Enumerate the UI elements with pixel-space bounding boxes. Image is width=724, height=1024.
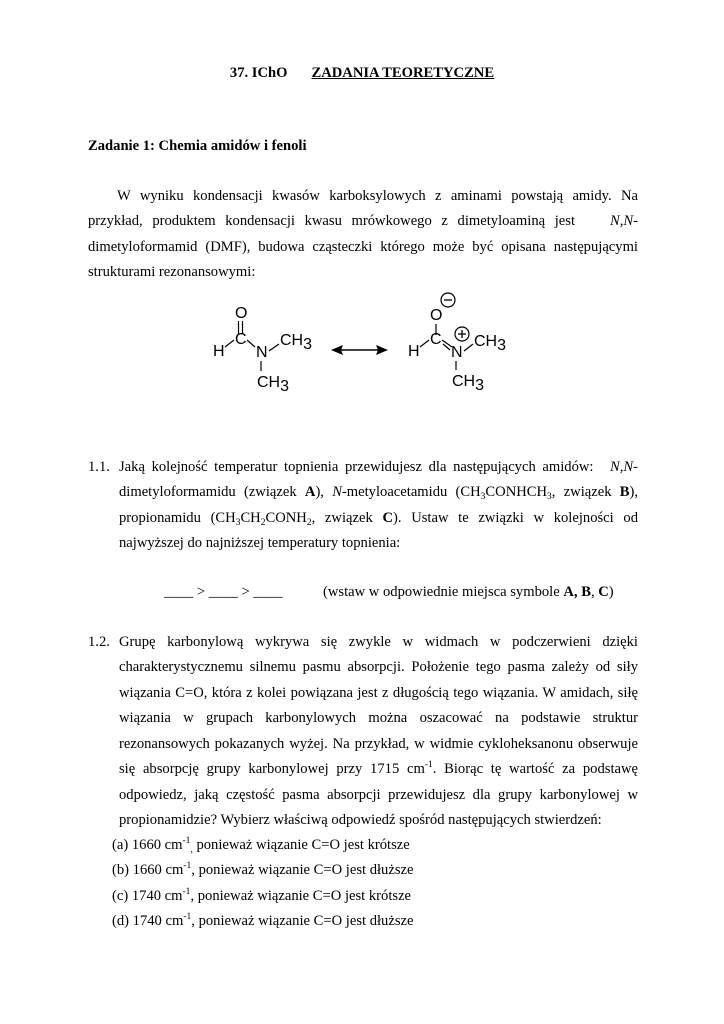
- italic-n: N: [623, 213, 634, 229]
- atom-N: N: [256, 344, 268, 361]
- q1-2-line-2: charakterystycznemu silnemu pasmu absorpcji. Położenie tego pasma zależy od siły: [119, 659, 638, 675]
- group-CH3-down: CH3: [452, 373, 485, 394]
- intro-line-4: strukturami rezonansowymi:: [88, 264, 256, 280]
- intro-line-2-text: przykład, produktem kondensacji kwasu mrówkowego z dimetyloaminą jest: [88, 213, 576, 229]
- question-number: 1.2.: [88, 634, 110, 650]
- comma: ,: [619, 213, 624, 229]
- atom-O: O: [430, 307, 443, 324]
- structure-zwitterion: [408, 293, 506, 394]
- atom-H: H: [408, 343, 420, 360]
- question-number: 1.1.: [88, 459, 110, 475]
- q1-2-line-6: się absorpcję grupy karbonylowej przy 1715 $cm^{-1}$. Biorąc tę wartość za podstawę: [119, 760, 638, 777]
- group-CH3-right: CH3: [474, 333, 507, 354]
- q1-2-line-7: odpowiedz, jaką częstość pasma absorpcji przewidujesz dla grupy karbonylowej w: [119, 787, 638, 803]
- hyphen: -: [633, 213, 638, 229]
- structure-neutral: [213, 305, 312, 395]
- atom-C: C: [235, 331, 247, 348]
- answer-blanks[interactable]: ____ > ____ > ____: [164, 584, 283, 600]
- q1-1-line-3: propionamidu ($CH_3CH_2CONH_2$, związek C). Ustaw te związki w kolejności od: [119, 510, 638, 528]
- q1-2-line-4: wiązania w grupach karbonylowych można oszacować na podstawie struktur: [119, 710, 638, 726]
- option-a[interactable]: (a) 1660 $cm^{-1}_,$ ponieważ wiązanie C=O jest krótsze: [112, 836, 410, 855]
- task-title: Zadanie 1: Chemia amidów i fenoli: [88, 138, 307, 154]
- q1-1-line-1: [119, 458, 638, 476]
- intro-line-2: [88, 212, 638, 230]
- italic-n: N: [610, 459, 620, 475]
- page-header: [0, 64, 724, 82]
- group-CH3-right: CH3: [280, 332, 313, 353]
- q1-1-text: Jaką kolejność temperatur topnienia przewidujesz dla następujących amidów:: [119, 459, 594, 475]
- page-title: ZADANIA TEORETYCZNE: [311, 65, 495, 81]
- atom-C: C: [430, 331, 442, 348]
- q1-1-line-4: najwyższej do najniższej temperatury topnienia:: [119, 535, 401, 551]
- nn-prefix: [610, 458, 638, 476]
- event-label: 37. IChO: [229, 65, 288, 81]
- q1-2-line-5: rezonansowych pokazanych wyżej. Na przykład, w widmie cykloheksanonu obserwuje: [119, 736, 638, 752]
- nn-prefix: [610, 212, 638, 230]
- q1-1-line-2: dimetyloformamidu (związek A), N-metyloacetamidu ($CH_3CONHCH_3$, związek B),: [119, 484, 638, 502]
- option-c[interactable]: (c) 1740 $cm^{-1}$, ponieważ wiązanie C=O jest krótsze: [112, 887, 412, 904]
- hyphen: -: [633, 459, 638, 475]
- intro-line-1: W wyniku kondensacji kwasów karboksylowych z aminami powstają amidy. Na: [117, 188, 638, 204]
- italic-n: N: [610, 213, 620, 229]
- answer-hint: (wstaw w odpowiednie miejsca symbole A, B, C): [323, 584, 614, 600]
- option-d[interactable]: (d) 1740 $cm^{-1}$, ponieważ wiązanie C=O jest dłuższe: [112, 912, 414, 929]
- option-b[interactable]: (b) 1660 $cm^{-1}$, ponieważ wiązanie C=O jest dłuższe: [112, 861, 414, 878]
- resonance-structures: [200, 290, 520, 395]
- q1-2-line-3: wiązania C=O, która z kolei powiązana jest z długością tego wiązania. W amidach, siłę: [119, 685, 638, 701]
- atom-H: H: [213, 343, 225, 360]
- atom-N: N: [451, 344, 463, 361]
- resonance-arrow: [331, 345, 388, 355]
- q1-2-line-1: Grupę karbonylową wykrywa się zwykle w widmach w podczerwieni dzięki: [119, 634, 638, 650]
- atom-O: O: [235, 305, 248, 322]
- q1-2-line-8: propionamidzie? Wybierz właściwą odpowiedź spośród następujących stwierdzeń:: [119, 812, 602, 828]
- comma: ,: [619, 459, 624, 475]
- italic-n: N: [623, 459, 634, 475]
- intro-line-3: dimetyloformamid (DMF), budowa cząsteczki którego może być opisana następującymi: [88, 239, 638, 255]
- group-CH3-down: CH3: [257, 374, 290, 395]
